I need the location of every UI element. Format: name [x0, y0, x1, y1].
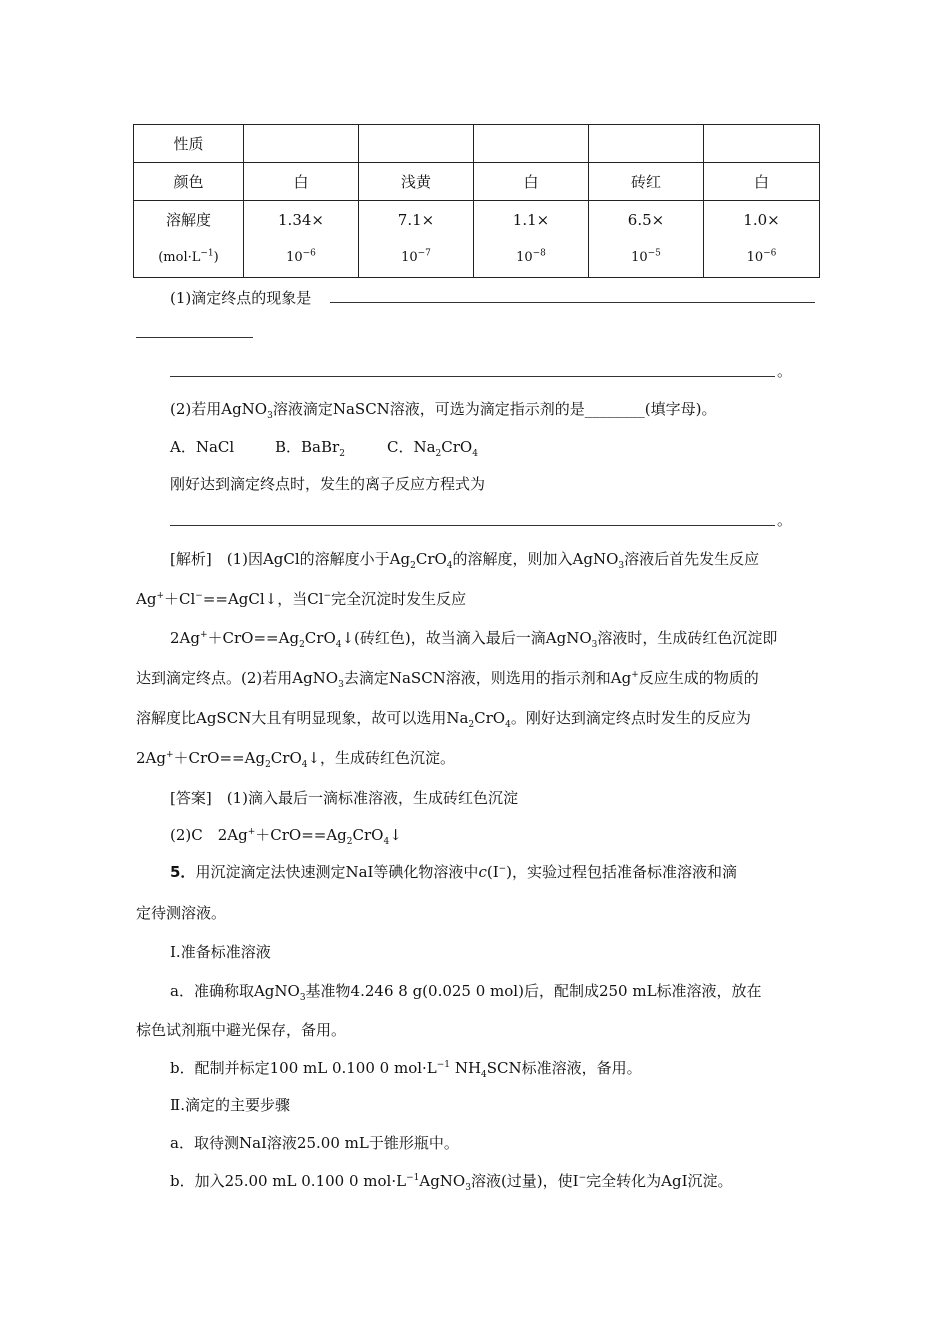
answer-blank-line	[136, 337, 253, 338]
answer-blank-line	[170, 376, 775, 377]
row-label-color: 颜色	[134, 163, 244, 201]
question-1-text: (1)滴定终点的现象是	[170, 289, 312, 307]
analysis-line: 达到滴定终点。(2)若用AgNO$_3$去滴定NaSCN溶液，则选用的指示剂和Ag+反应生成的物质的	[136, 669, 759, 690]
solubility-cell: 7.1× $10^{-7}$	[359, 201, 474, 278]
color-cell: 浅黄	[359, 163, 474, 201]
table-cell	[359, 125, 474, 163]
step-text: b．配制并标定100 mL 0.100 0 $mol\cdot L^{-1}$ $NH_4SCN$标准溶液，备用。	[170, 1059, 642, 1080]
row-label-solubility: 溶解度 $(mol\cdot L^{-1})$	[134, 201, 244, 278]
answer-line: [答案] (1)滴入最后一滴标准溶液，生成砖红色沉淀	[170, 789, 518, 807]
question-2-text: (2)若用AgNO$_3$溶液滴定NaSCN溶液，可选为滴定指示剂的是________(填字母)。	[170, 400, 717, 421]
step-text: 棕色试剂瓶中避光保存，备用。	[136, 1021, 347, 1039]
answer-line: (2)C $2Ag^++CrO==Ag_2CrO_4↓$	[170, 826, 402, 847]
color-cell: 白	[244, 163, 359, 201]
question-5-line: 5．用沉淀滴定法快速测定NaI等碘化物溶液中c(I−)，实验过程包括准备标准溶液和滴	[170, 863, 738, 881]
step-text: a．取待测NaI溶液25.00 mL于锥形瓶中。	[170, 1134, 459, 1152]
row-label-property: 性质	[134, 125, 244, 163]
period-mark: 。	[777, 362, 793, 380]
analysis-line: $2Ag^++CrO==Ag_2CrO_4↓$(砖红色)，故当滴入最后一滴AgNO$_3$溶液时，生成砖红色沉淀即	[170, 629, 778, 650]
option-a: A．NaCl	[170, 438, 235, 456]
solubility-cell: 6.5× $10^{-5}$	[589, 201, 704, 278]
question-5-line: 定待测溶液。	[136, 904, 227, 922]
option-c: C．$Na_2CrO_4$	[387, 438, 478, 459]
answer-blank-line	[170, 525, 775, 526]
analysis-line: [解析] (1)因AgCl的溶解度小于$Ag_2CrO_4$的溶解度，则加入AgNO$_3$溶液后首先发生反应	[170, 550, 760, 571]
option-b: B．BaBr$_2$	[275, 438, 345, 459]
table-row	[134, 201, 820, 278]
table-cell	[589, 125, 704, 163]
table-row	[134, 163, 820, 201]
period-mark: 。	[777, 511, 793, 529]
table-cell	[704, 125, 820, 163]
solubility-cell: 1.34× $10^{-6}$	[244, 201, 359, 278]
analysis-line: 溶解度比AgSCN大且有明显现象，故可以选用$Na_2CrO_4$。刚好达到滴定终点时发生的反应为	[136, 709, 751, 730]
table-cell	[244, 125, 359, 163]
table-row	[134, 125, 820, 163]
solubility-cell: 1.0× $10^{-6}$	[704, 201, 820, 278]
analysis-line: Ag+＋Cl−==AgCl↓，当Cl−完全沉淀时发生反应	[136, 590, 467, 608]
solubility-table	[133, 124, 820, 278]
question-2b-text: 刚好达到滴定终点时，发生的离子反应方程式为	[170, 475, 486, 493]
section-1-title: Ⅰ.准备标准溶液	[170, 943, 271, 961]
solubility-cell: 1.1× $10^{-8}$	[474, 201, 589, 278]
color-cell: 砖红	[589, 163, 704, 201]
answer-blank-line	[330, 302, 815, 303]
step-text: b．加入25.00 mL 0.100 0 $mol\cdot L^{-1}AgNO_3$溶液(过量)，使I−完全转化为AgI沉淀。	[170, 1172, 733, 1193]
section-2-title: Ⅱ.滴定的主要步骤	[170, 1096, 290, 1114]
color-cell: 白	[704, 163, 820, 201]
color-cell: 白	[474, 163, 589, 201]
step-text: a．准确称取AgNO$_3$基准物4.246 8 g(0.025 0 mol)后，配制成250 mL标准溶液，放在	[170, 982, 762, 1003]
table-cell	[474, 125, 589, 163]
analysis-line: $2Ag^++CrO==Ag_2CrO_4↓$，生成砖红色沉淀。	[136, 749, 456, 770]
